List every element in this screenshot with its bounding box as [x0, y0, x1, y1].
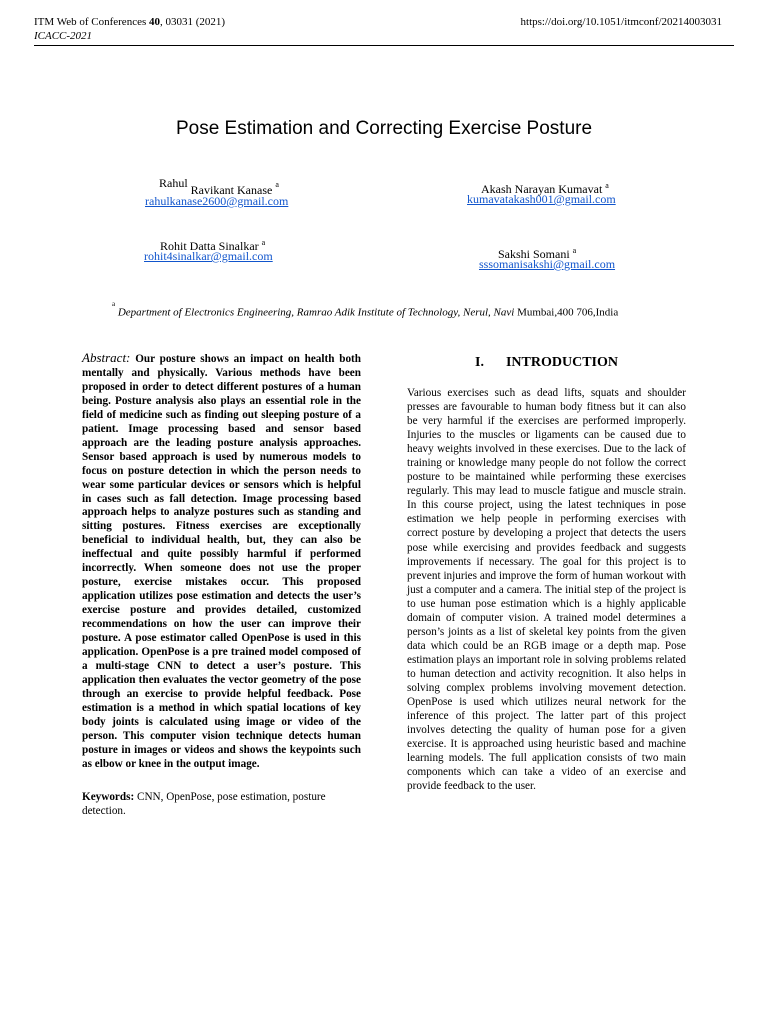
author-name-2: Akash Narayan Kumavat $^a$ — [481, 181, 609, 196]
author-name-3: Rohit Datta Sinalkar $^a$ — [160, 238, 266, 253]
author-name-1: Rahul Ravikant Kanase $^a$ — [159, 176, 279, 197]
introduction-text: Various exercises such as dead lifts, squats and shoulder presses are favourable to human body fitness but it can also be very harmful if the exercises are performed improperly. Injuries to the muscles or ligaments can be caused due to heavy weights involved in these exercises. Due to the lack of training or knowledge many people do not follow the correct posture to be maintained while performing these exercises regularly. This may lead to muscle fatigue and muscle strain. In this course project, using the latest techniques in pose estimation we help people in performing exercises with correct posture by developing a project that detects the users pose while exercising and provides feedback and suggests improvements if necessary. The goal for this project is to prevent injuries and improve the form of human workout with just a computer and a camera. The initial step of the project is to use human pose estimation which is a highly applicable domain of computer vision. A trained model determines a person’s joints as a list of skeletal key points from the given data which could be an RGB image or a depth map. Pose estimation plays an important role in solving problems related to human detection and activity recognition. It also helps in solving complex problems involving movement detection. OpenPose is used which utilizes neural network for the inference of this project. The latter part of this project involves detecting the quality of human pose for a given exercise. It is approached using heuristic based and machine learning models. The full application consists of two main components which can take a video of an exercise and provide feedback to the user. — [407, 387, 686, 793]
running-header-left — [34, 15, 225, 43]
author-email-4[interactable]: sssomanisakshi@gmail.com — [479, 257, 616, 271]
author-name-4: Sakshi Somani $^a$ — [498, 246, 577, 261]
journal-info: ITM Web of Conferences 40, 03031 (2021) — [34, 16, 226, 28]
keywords-text: CNN, OpenPose, pose estimation, posture detection. — [82, 790, 326, 817]
right-column — [407, 354, 686, 793]
abstract-text: Our posture shows an impact on health both mentally and physically. Various methods have been proposed in order to detect different postures of a human being. Posture analysis also plays an essential role in the field of medicine such as finding out sleeping posture of a patient. Image processing based and sensor based approach are the leading posture analysis approaches. Sensor based approach is used by numerous models to focus on posture detection in which the person needs to wear some particular devices or sensors which is helpful in cases such as fall detection. Image processing based approach helps to analyze postures such as standing and sitting postures. Fitness exercises are exceptionally beneficial to individual health, but, they can also be ineffectual and quite possibly harmful if performed incorrectly. When someone does not use the proper posture, exercise mistakes occur. This proposed application utilizes pose estimation and detects the user’s exercise posture and provides detailed, customized recommendations on how the user can improve their posture. A pose estimator called OpenPose is used in this application. OpenPose is a pre trained model composed of a multi-stage CNN to detect a user’s posture. This application then evaluates the vector geometry of the pose through an exercise to provide helpful feedback. Pose estimation is a method in which spatial locations of key body joints is calculated using image or video of the person. This computer vision technique detects human posture in images or videos and shows the keypoints such as elbow or knee in the output image. — [82, 353, 361, 770]
author-email-3[interactable]: rohit4sinalkar@gmail.com — [144, 249, 273, 263]
left-column — [82, 351, 361, 818]
section-heading-introduction: I. INTRODUCTION — [475, 355, 618, 370]
keywords-label: Keywords: — [82, 790, 135, 803]
paper-title: Pose Estimation and Correcting Exercise Posture — [175, 118, 593, 139]
conference-venue: ICACC-2021 — [34, 30, 93, 42]
doi-link[interactable]: https://doi.org/10.1051/itmconf/20214003031 — [520, 16, 722, 28]
keywords — [82, 790, 361, 818]
author-email-2[interactable]: kumavatakash001@gmail.com — [467, 192, 616, 206]
header-rule — [34, 45, 734, 46]
abstract — [82, 351, 361, 772]
volume-number: 40 — [148, 16, 160, 28]
author-email-1[interactable]: rahulkanase2600@gmail.com — [145, 194, 289, 208]
abstract-label: Abstract: — [82, 350, 131, 365]
affiliation: $^a$ Department of Electronics Engineering, Ramrao Adik Institute of Technology, Nerul, Navi Mumbai,400 706,India — [112, 300, 619, 319]
